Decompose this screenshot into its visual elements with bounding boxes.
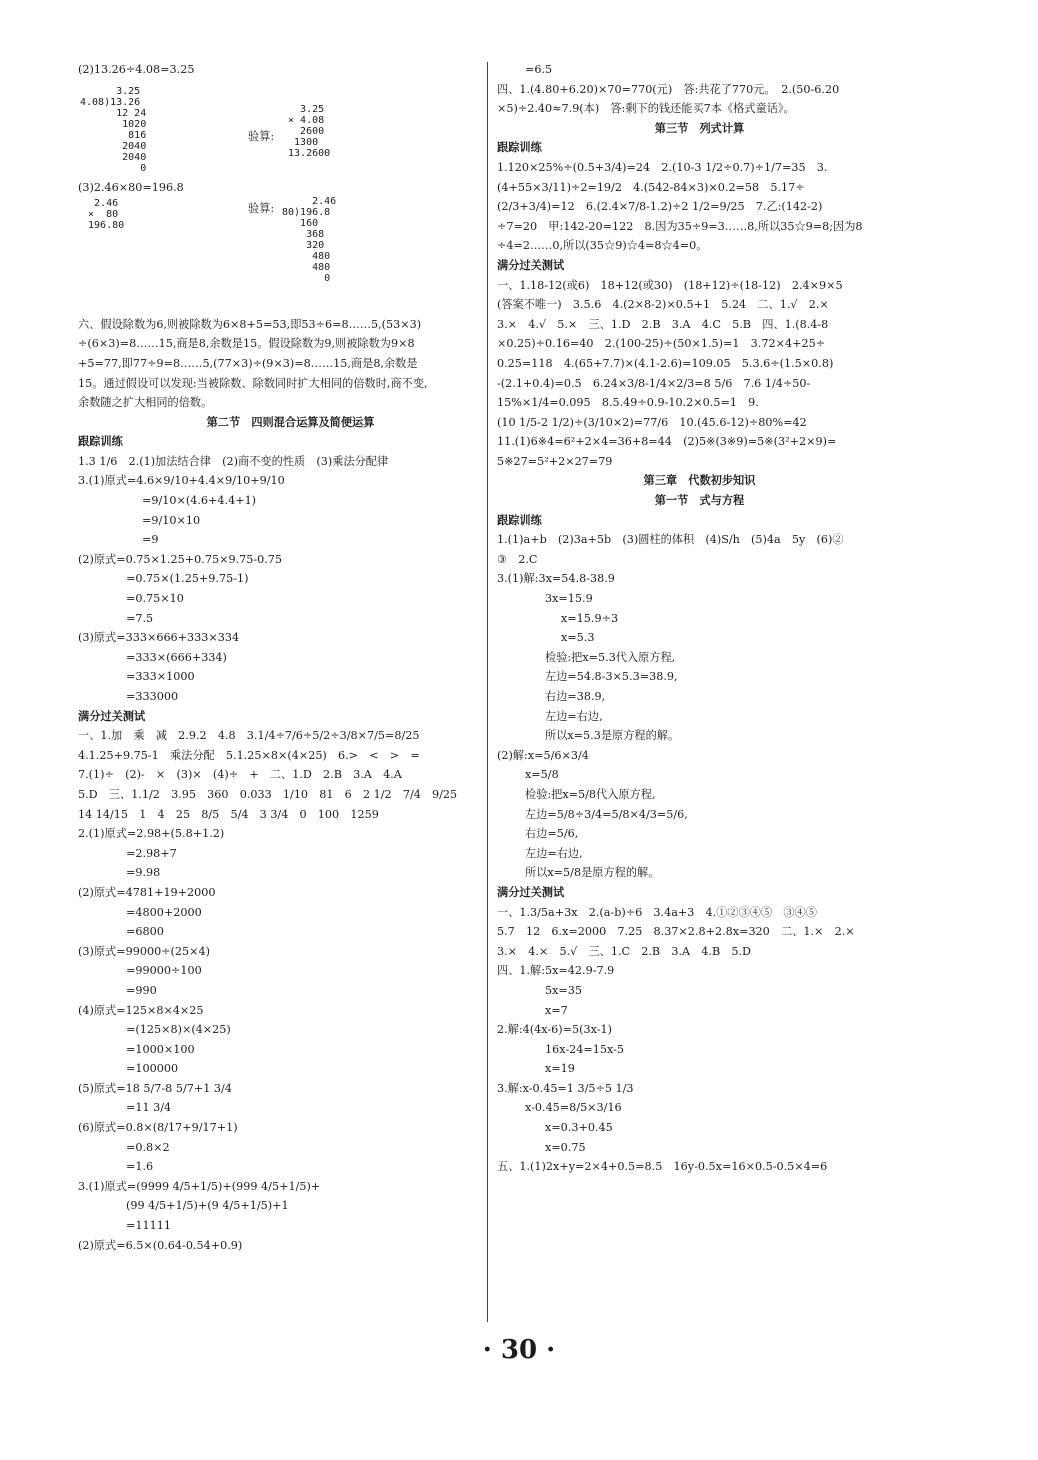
- text-line: 0.25=118 4.(65+7.7)×(4.1-2.6)=109.05 5.3.6÷(1.5×0.8): [497, 356, 834, 370]
- text-line: (2)解:x=5/6×3/4: [497, 748, 589, 762]
- spacer-line: [78, 295, 503, 315]
- check-multiplication-1: 3.25 × 4.08 2600 1300 13.2600: [288, 104, 331, 159]
- text-line: 5.D 三、1.1/2 3.95 360 0.033 1/10 81 6 2 1/2 7/4 9/25: [78, 787, 458, 801]
- text-line: 一、1.加 乘 减 2.9.2 4.8 3.1/4÷7/6÷5/2÷3/8×7/5=8/25: [78, 729, 420, 743]
- text-line: =11 3/4: [126, 1101, 172, 1115]
- text-line: =9.98: [126, 866, 161, 880]
- long-division-1: 3.25 4.08)13.26 12 24 1020 816 2040 2040 0: [80, 86, 147, 174]
- subsection-heading: 跟踪训练: [497, 140, 542, 155]
- text-line: x=5/8: [525, 768, 559, 782]
- text-line: 右边=38.9,: [545, 690, 606, 703]
- text-line: 11.(1)6※4=6²+2×4=36+8=44 (2)5※(3※9)=5※(3²+2×9)=: [497, 435, 837, 449]
- right-column: [497, 60, 902, 1177]
- section-heading: 第二节 四则混合运算及简便运算: [206, 414, 375, 429]
- text-line: =6800: [126, 925, 164, 939]
- text-line: +5=77,即77÷9=8……5,(77×3)÷(9×3)=8……15,商是8,余数是: [78, 356, 418, 370]
- text-line: =2.98+7: [126, 846, 177, 860]
- text-line: 右边=5/6,: [525, 827, 579, 841]
- chapter-heading: 第三章 代数初步知识: [643, 473, 756, 488]
- text-line: 3.× 4.× 5.√ 三、1.C 2.B 3.A 4.B 5.D: [497, 944, 752, 958]
- text-line: (答案不唯一) 3.5.6 4.(2×8-2)×0.5+1 5.24 二、1.√ 2.×: [497, 298, 829, 312]
- text-line: 左边=5/8÷3/4=5/8×4/3=5/6,: [525, 807, 688, 821]
- text-line: 3.(1)解:3x=54.8-38.9: [497, 572, 615, 586]
- text-line: 余数随之扩大相同的倍数。: [78, 396, 213, 410]
- multiplication-2: 2.46 × 80 196.80: [88, 198, 125, 231]
- text-line: 15%×1/4=0.095 8.5.49÷0.9-10.2×0.5=1 9.: [497, 396, 759, 410]
- text-line: =0.75×(1.25+9.75-1): [126, 572, 249, 586]
- text-line: (2/3+3/4)=12 6.(2.4×7/8-1.2)÷2 1/2=9/25 7.乙:(142-2): [497, 200, 823, 214]
- text-line: 检验:把x=5/8代入原方程,: [525, 787, 656, 801]
- text-line: 所以x=5/8是原方程的解。: [525, 866, 660, 880]
- text-line: x=19: [545, 1062, 575, 1076]
- text-line: (4)原式=125×8×4×25: [78, 1003, 204, 1017]
- text-line: (3)原式=99000÷(25×4): [78, 944, 211, 958]
- text-line: =333000: [126, 690, 179, 703]
- text-line: x=0.75: [545, 1140, 586, 1154]
- text-line: x=7: [545, 1003, 568, 1017]
- subsection-heading: 跟踪训练: [497, 512, 542, 527]
- text-line: (2)原式=4781+19+2000: [78, 885, 216, 899]
- check-label-1: 验算:: [248, 130, 275, 143]
- text-line: (4+55×3/11)÷2=19/2 4.(542-84×3)×0.2=58 5.17÷: [497, 180, 805, 194]
- text-line: 5※27=5²+2×27=79: [497, 454, 613, 468]
- text-line: =1000×100: [126, 1042, 195, 1056]
- text-line: ÷7=20 甲:142-20=122 8.因为35÷9=3……8,所以35☆9=8;因为8: [497, 219, 863, 233]
- text-line: 5x=35: [545, 983, 583, 997]
- text-line: =6.5: [525, 63, 553, 76]
- text-line: 检验:把x=5.3代入原方程,: [545, 650, 676, 664]
- text-line: -(2.1+0.4)=0.5 6.24×3/8-1/4×2/3=8 5/6 7.6 1/4÷50-: [497, 376, 811, 390]
- text-line: (3)原式=333×666+333×334: [78, 631, 240, 645]
- text-line: =0.75×10: [126, 592, 184, 606]
- subsection-heading: 满分过关测试: [497, 884, 565, 899]
- text-line: 左边=右边,: [525, 846, 583, 860]
- text-line: 五、1.(1)2x+y=2×4+0.5=8.5 16y-0.5x=16×0.5-0.5×4=6: [497, 1160, 828, 1174]
- text-line: (5)原式=18 5/7-8 5/7+1 3/4: [78, 1081, 232, 1095]
- text-line: =9/10×(4.6+4.4+1): [142, 494, 257, 508]
- text-line: 2.(1)原式=2.98+(5.8+1.2): [78, 827, 225, 841]
- text-line: 四、1.解:5x=42.9-7.9: [497, 964, 615, 978]
- text-line: 15。通过假设可以发现:当被除数、除数同时扩大相同的倍数时,商不变,: [78, 376, 428, 390]
- text-line: 2.解:4(4x-6)=5(3x-1): [497, 1023, 612, 1037]
- page-number: · 30 ·: [482, 1335, 556, 1365]
- text-line: 3.(1)原式=(9999 4/5+1/5)+(999 4/5+1/5)+: [78, 1179, 321, 1193]
- text-line: 3.解:x-0.45=1 3/5÷5 1/3: [497, 1081, 634, 1095]
- section-heading: 第一节 式与方程: [654, 493, 745, 508]
- text-line: =11111: [126, 1219, 171, 1233]
- subsection-heading: 满分过关测试: [78, 708, 146, 723]
- text-line: 3x=15.9: [545, 592, 593, 606]
- text-line: =100000: [126, 1062, 179, 1076]
- text-line: 16x-24=15x-5: [545, 1042, 624, 1056]
- text-line: 14 14/15 1 4 25 8/5 5/4 3 3/4 0 100 1259: [78, 807, 379, 821]
- text-line: x-0.45=8/5×3/16: [525, 1101, 622, 1115]
- text-line: 左边=右边,: [545, 709, 603, 723]
- text-line: ÷4=2……0,所以(35☆9)☆4=8☆4=0。: [497, 239, 708, 253]
- text-line: 3.× 4.√ 5.× 三、1.D 2.B 3.A 4.C 5.B 四、1.(8.4-8: [497, 317, 829, 331]
- text-line: =0.8×2: [126, 1140, 170, 1154]
- section-heading: 第三节 列式计算: [654, 120, 745, 135]
- text-line: =99000÷100: [126, 964, 202, 978]
- text-line: 3.(1)原式=4.6×9/10+4.4×9/10+9/10: [78, 474, 285, 488]
- text-line: (99 4/5+1/5)+(9 4/5+1/5)+1: [126, 1199, 289, 1213]
- text-line: =333×1000: [126, 670, 195, 684]
- text-line: =4800+2000: [126, 905, 202, 919]
- text-line: ③ 2.C: [497, 552, 538, 566]
- text-line: x=15.9÷3: [561, 611, 619, 625]
- check-label-2: 验算:: [248, 202, 275, 215]
- subsection-heading: 满分过关测试: [497, 257, 565, 272]
- text-line: 所以x=5.3是原方程的解。: [545, 729, 680, 743]
- text-line: (3)2.46×80=196.8: [78, 180, 184, 194]
- text-line: =(125×8)×(4×25): [126, 1023, 231, 1037]
- text-line: 左边=54.8-3×5.3=38.9,: [545, 670, 678, 684]
- text-line: =7.5: [126, 611, 154, 625]
- text-line: (2)原式=0.75×1.25+0.75×9.75-0.75: [78, 552, 283, 566]
- text-line: =1.6: [126, 1160, 154, 1174]
- text-line: ×5)÷2.40≈7.9(本) 答:剩下的钱还能买7本《格式童话》。: [497, 102, 795, 116]
- text-line: x=5.3: [561, 631, 595, 645]
- text-line: (2)13.26÷4.08=3.25: [78, 63, 195, 76]
- text-line: (6)原式=0.8×(8/17+9/17+1): [78, 1121, 238, 1135]
- text-line: 5.7 12 6.x=2000 7.25 8.37×2.8+2.8x=320 二、1.× 2.×: [497, 925, 855, 939]
- text-line: (10 1/5-2 1/2)÷(3/10×2)=77/6 10.(45.6-12)÷80%=42: [497, 415, 807, 429]
- text-line: =333×(666+334): [126, 650, 227, 664]
- text-line: =990: [126, 983, 157, 997]
- subsection-heading: 跟踪训练: [78, 434, 123, 449]
- text-line: 四、1.(4.80+6.20)×70=770(元) 答:共花了770元。 2.(50-6.20: [497, 82, 840, 96]
- text-line: 一、1.3/5a+3x 2.(a-b)÷6 3.4a+3 4.①②③④⑤ ③④⑤: [497, 905, 817, 919]
- text-line: x=0.3+0.45: [545, 1121, 613, 1135]
- text-line: 4.1.25+9.75-1 乘法分配 5.1.25×8×(4×25) 6.> < > =: [78, 748, 420, 762]
- text-line: 1.(1)a+b (2)3a+5b (3)圆柱的体积 (4)S/h (5)4a 5y (6)②: [497, 533, 844, 547]
- text-line: =9/10×10: [142, 513, 201, 527]
- text-line: 1.3 1/6 2.(1)加法结合律 (2)商不变的性质 (3)乘法分配律: [78, 454, 389, 468]
- text-line: ÷(6×3)=8……15,商是8,余数是15。假设除数为9,则被除数为9×8: [78, 337, 415, 351]
- text-line: 六、假设除数为6,则被除数为6×8+5=53,即53÷6=8……5,(53×3): [78, 317, 422, 331]
- text-line: 1.120×25%÷(0.5+3/4)=24 2.(10-3 1/2÷0.7)÷1/7=35 3.: [497, 160, 828, 174]
- text-line: 7.(1)÷ (2)- × (3)× (4)÷ + 二、1.D 2.B 3.A 4.A: [78, 768, 402, 782]
- text-line: =9: [142, 533, 159, 547]
- text-line: ×0.25)÷0.16=40 2.(100-25)÷(50×1.5)=1 3.72×4+25÷: [497, 337, 826, 351]
- check-division-2: 2.46 80)196.8 160 368 320 480 480 0: [282, 196, 337, 284]
- text-line: 一、1.18-12(或6) 18+12(或30) (18+12)÷(18-12) 2.4×9×5: [497, 278, 843, 292]
- text-line: (2)原式=6.5×(0.64-0.54+0.9): [78, 1238, 243, 1252]
